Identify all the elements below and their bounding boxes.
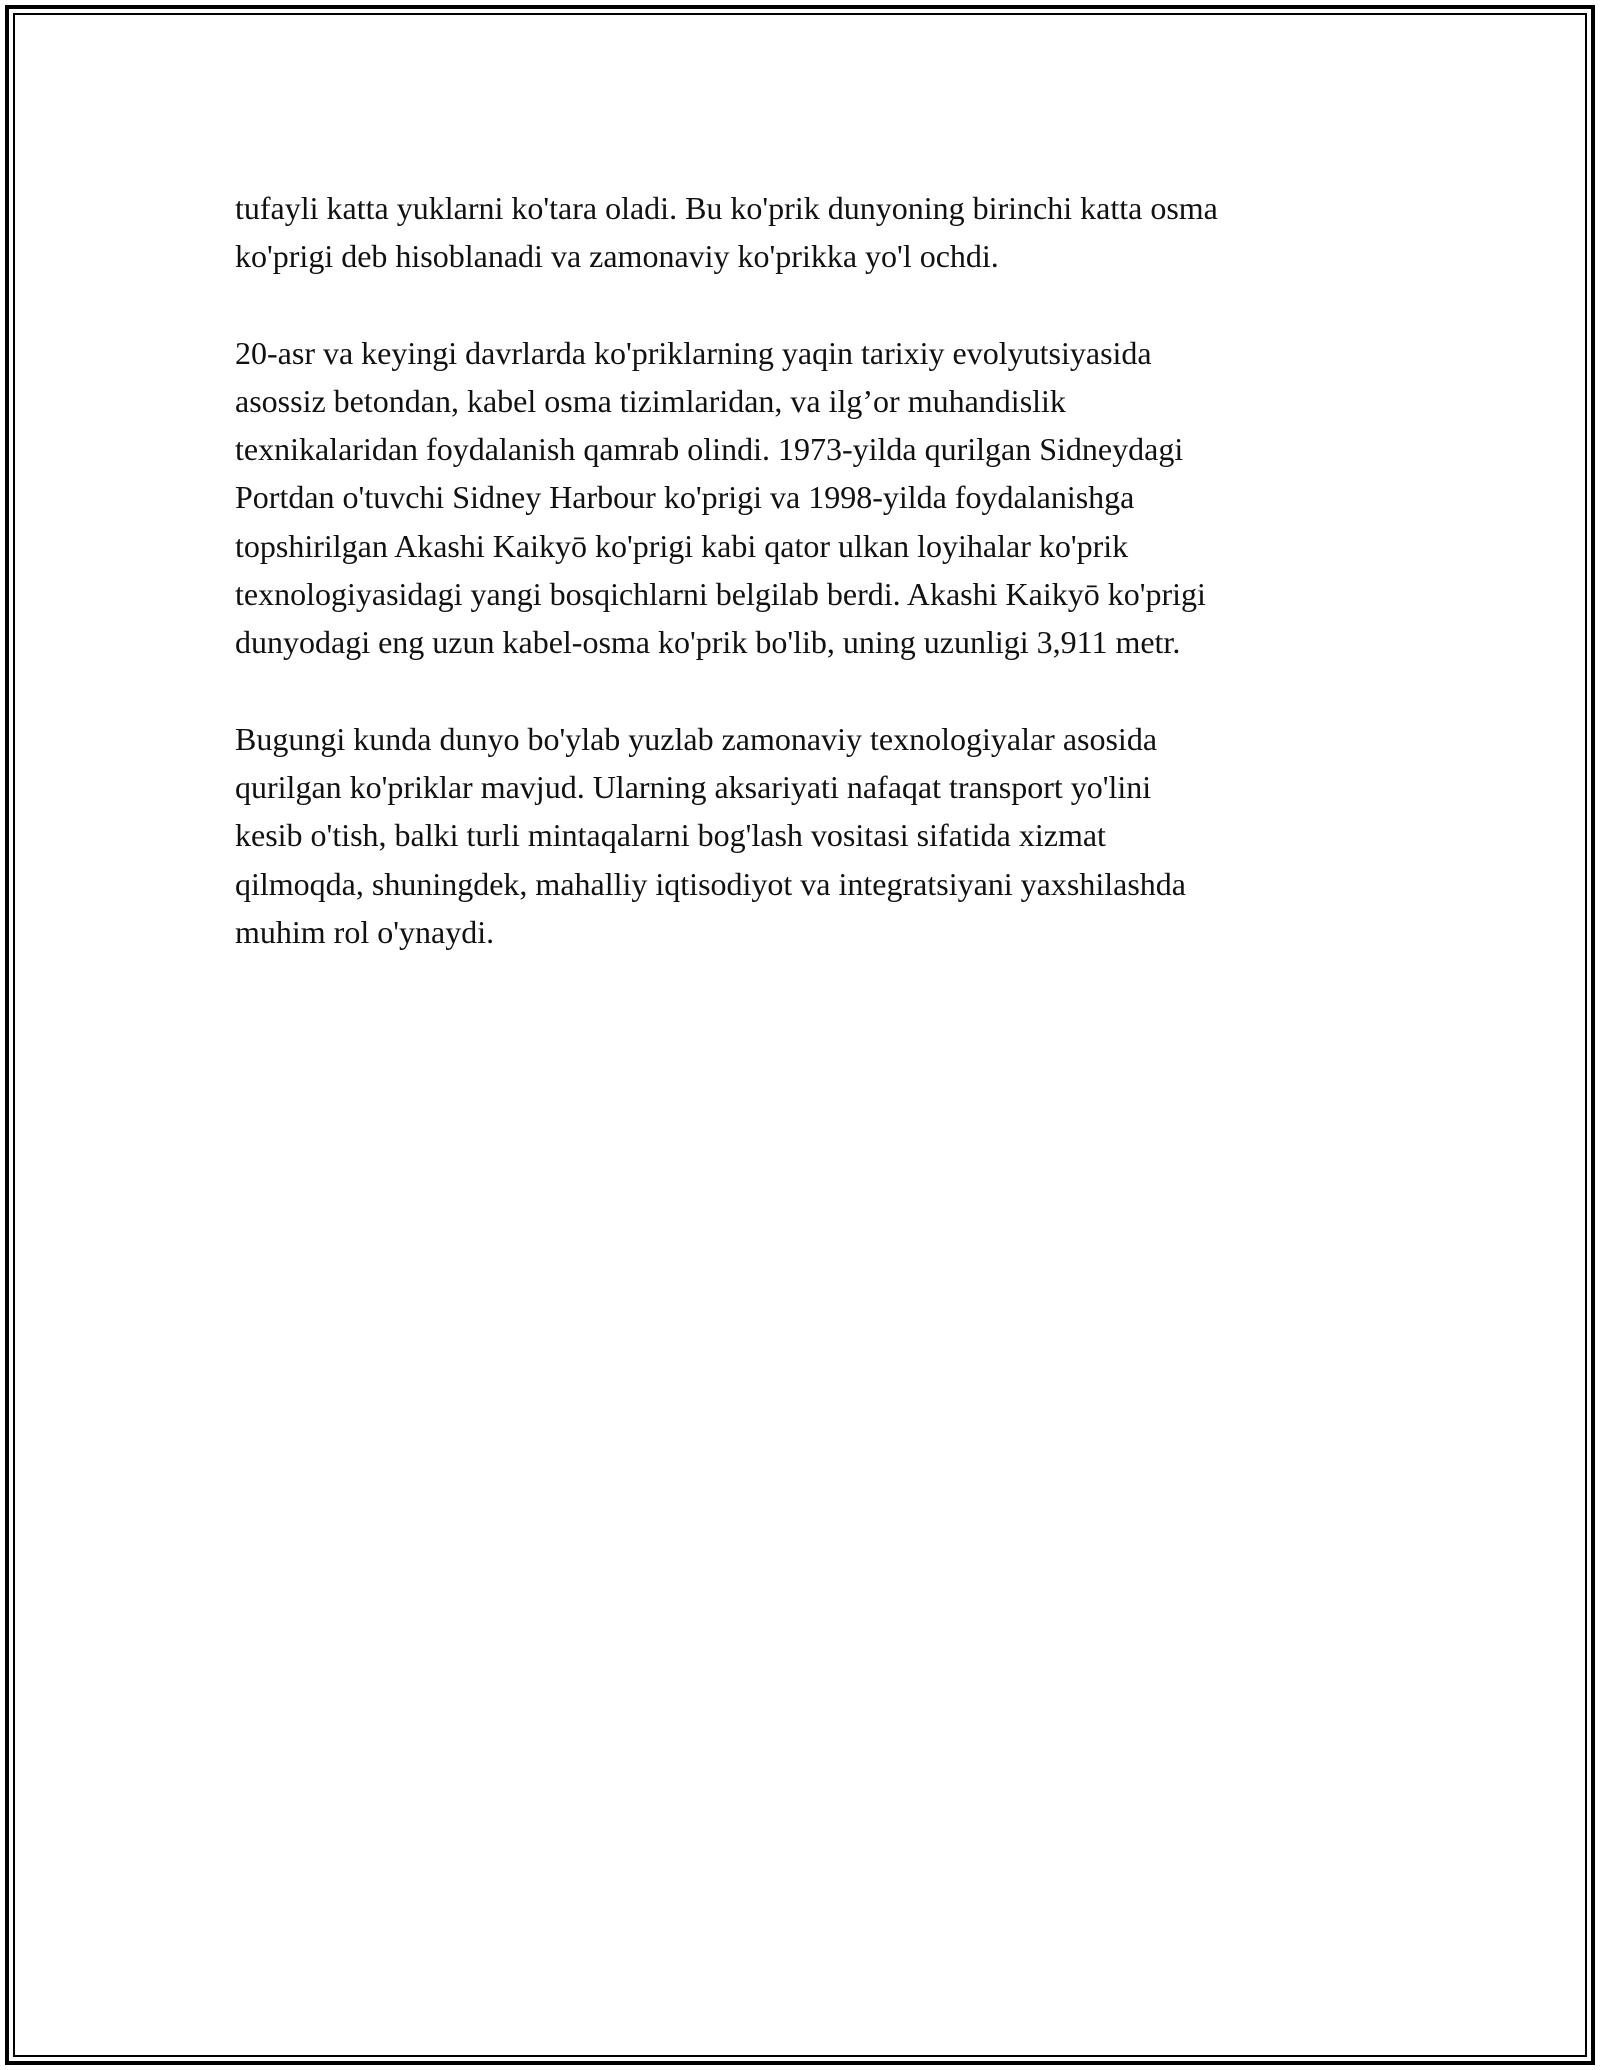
text-line: tufayli katta yuklarni ko'tara oladi. Bu ko'prik dunyoning birinchi katta osma bbox=[235, 190, 1218, 226]
text-line: dunyodagi eng uzun kabel-osma ko'prik bo'lib, uning uzunligi 3,911 metr. bbox=[235, 624, 1181, 661]
text-line: ko'prigi deb hisoblanadi va zamonaviy ko'prikka yo'l ochdi. bbox=[235, 238, 999, 275]
text-line: qurilgan ko'priklar mavjud. Ularning aksariyati nafaqat transport yo'lini bbox=[235, 768, 1152, 805]
text-line: topshirilgan Akashi Kaikyō ko'prigi kabi qator ulkan loyihalar ko'prik bbox=[235, 527, 1129, 564]
text-line: qilmoqda, shuningdek, mahalliy iqtisodiyot va integratsiyani yaxshilashda bbox=[235, 865, 1186, 902]
paragraph-1 bbox=[235, 184, 1375, 281]
text-line: kesib o'tish, balki turli mintaqalarni bog'lash vositasi sifatida xizmat bbox=[235, 817, 1106, 854]
text-line: Portdan o'tuvchi Sidney Harbour ko'prigi va 1998-yilda foydalanishga bbox=[235, 479, 1135, 516]
text-line: Bugungi kunda dunyo bo'ylab yuzlab zamonaviy texnologiyalar asosida bbox=[235, 720, 1158, 757]
text-line: texnikalaridan foydalanish qamrab olindi. 1973-yilda qurilgan Sidneydagi bbox=[235, 431, 1184, 468]
paragraph-3 bbox=[235, 715, 1375, 956]
text-line: asossiz betondan, kabel osma tizimlaridan, va ilg’or muhandislik bbox=[235, 382, 1066, 419]
paragraph-2 bbox=[235, 329, 1375, 667]
document-body bbox=[235, 184, 1375, 1004]
text-line: muhim rol o'ynaydi. bbox=[235, 913, 495, 950]
text-line: 20-asr va keyingi davrlarda ko'priklarning yaqin tarixiy evolyutsiyasida bbox=[235, 334, 1152, 371]
text-line: texnologiyasidagi yangi bosqichlarni belgilab berdi. Akashi Kaikyō ko'prigi bbox=[235, 576, 1206, 613]
